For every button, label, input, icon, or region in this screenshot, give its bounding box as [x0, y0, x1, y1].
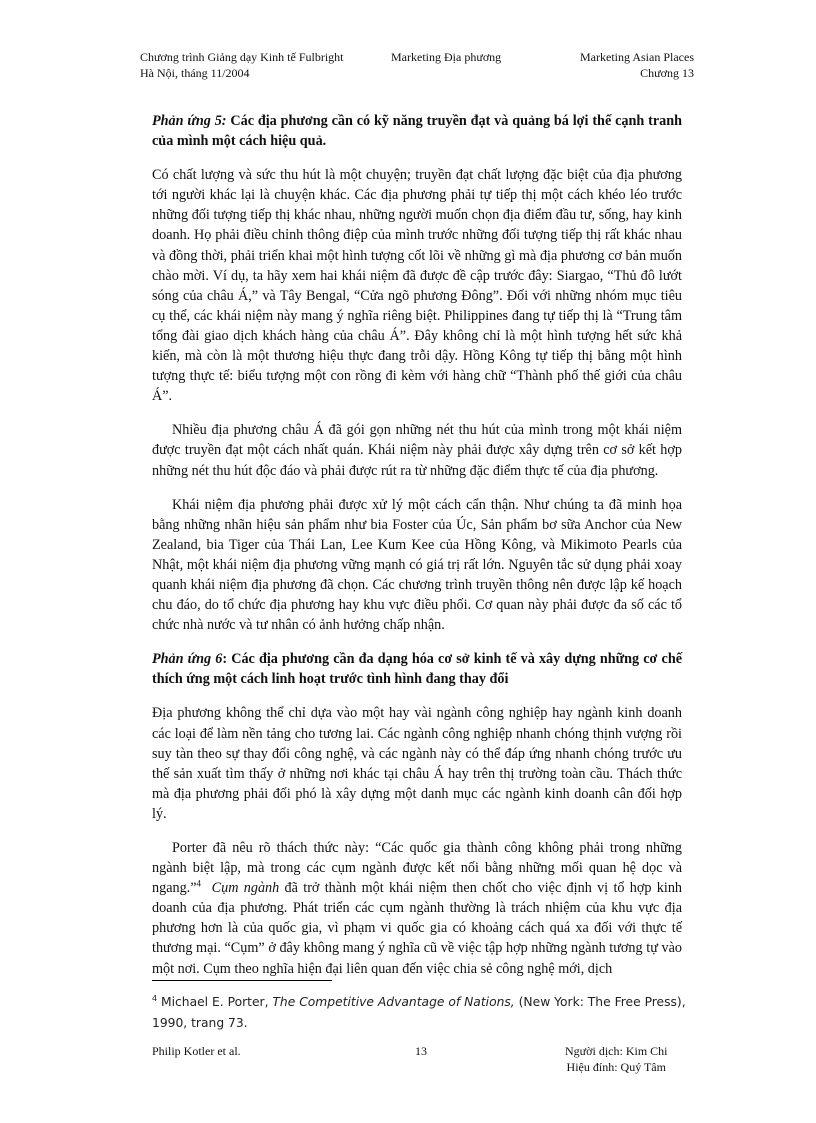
paragraph-part: đã trở thành một khái niệm then chốt cho việc định vị tổ hợp kinh doanh của địa phương. Phát triển các cụm ngành thường là trách nhiệm của khu vực địa phương hơn là của quốc gia, vì phạm vi quốc gia có khoảng cách quá xa đối với thực tế thương mại. “Cụm” ở đây không mang ý nghĩa cũ về việc tập hợp những ngành tương tự vào một nơi. Cụm theo nghĩa hiện đại liên quan đến việc chia sẻ công nghệ mới, dịch [152, 880, 683, 977]
heading-text: Các địa phương cần có kỹ năng truyền đạt và quảng bá lợi thế cạnh tranh của mình một cách hiệu quả. [152, 113, 682, 150]
footer-translator: Người dịch: Kim Chi [565, 1044, 668, 1058]
footer-editor: Hiệu đính: Quý Tâm [566, 1060, 666, 1074]
paragraph-part: Porter đã nêu rõ thách thức này: “Các quốc gia thành công không phải trong những ngành biệt lập, mà trong các cụm ngành được kết nối bằng những mối quan hệ dọc và ngang.” [152, 840, 682, 897]
paragraph: Khái niệm địa phương phải được xử lý một cách cẩn thận. Như chúng ta đã minh họa bằng những nhãn hiệu sản phẩm như bia Foster của Úc, Sản phẩm bơ sữa Anchor của New Zealand, bia Tiger của Thái Lan, Lee Kum Kee của Hồng Kông, và Mikimoto Pearls của Nhật, một khái niệm địa phương vững mạnh có giá trị rất lớn. Nguyên tắc sử dụng phải xoay quanh khái niệm địa phương đã chọn. Các chương trình truyền thông nên được lập kế hoạch chu đáo, do tổ chức địa phương hay khu vực điều phối. Cơ quan này phải được đa số các tổ chức nhà nước và tư nhân có ảnh hưởng chấp nhận. [152, 496, 682, 634]
footer-author: Philip Kotler et al. [152, 1044, 241, 1058]
footnote-divider [152, 980, 332, 981]
paragraph: Có chất lượng và sức thu hút là một chuyện; truyền đạt chất lượng đặc biệt của địa phương tới người khác lại là chuyện khác. Các địa phương phải tự tiếp thị một cách khéo léo trước những đối tượng tiếp thị khác nhau, những người muốn chọn địa điểm đầu tư, sống, hay kinh doanh. Họ phải điều chỉnh thông điệp của mình trước những đối tượng tiếp thị rất khác nhau và đồng thời, phải triển khai một hình tượng cốt lõi về những gì mà địa phương cơ bản muốn chào mời. Ví dụ, ta hãy xem hai khái niệm đã được đề cập trước đây: Siargao, “Thủ đô lướt sóng của châu Á,” và Tây Bengal, “Cửa ngõ phương Đông”. Đối với những nhóm mục tiêu cụ thể, các khái niệm này mang ý nghĩa riêng biệt. Philippines đang tự tiếp thị là “Trung tâm tổng đài giao dịch khách hàng của châu Á”. Đây không chỉ là một hình tượng hết sức khả kiến, mà còn là một thương hiệu thực đang trỗi dậy. Hồng Kông tự tiếp thị bằng một hình tượng thực tế: biểu tượng một con rồng đi kèm với hàng chữ “Thành phố thế giới của châu Á”. [152, 167, 682, 405]
emphasis-term: Cụm ngành [211, 880, 280, 897]
header-course: Marketing Địa phương [391, 50, 502, 64]
footer-credits [565, 1043, 668, 1075]
footnote-author: Michael E. Porter, [157, 995, 273, 1009]
heading-text: : Các địa phương cần đa dạng hóa cơ sở kinh tế và xây dựng những cơ chế thích ứng một cách linh hoạt trước tình hình đang thay đổi [152, 651, 683, 688]
footnote [152, 992, 692, 1034]
footnote-ref[interactable]: 4 [196, 878, 202, 889]
footnote-number: 4 [152, 993, 158, 1003]
header-book-title: Marketing Asian Places [580, 50, 694, 64]
heading-lead: Phản ứng 5: [152, 113, 227, 129]
footnote-rest: (New York: The Free Press), 1990, trang 73. [152, 995, 686, 1030]
header-center [391, 49, 501, 65]
body-text [152, 111, 682, 993]
header-right [580, 49, 694, 81]
header-chapter: Chương 13 [640, 66, 694, 80]
header-program: Chương trình Giảng dạy Kinh tế Fulbright [140, 50, 344, 64]
paragraph: Nhiều địa phương châu Á đã gói gọn những nét thu hút của mình trong một khái niệm được truyền đạt một cách nhất quán. Khái niệm này phải được xây dựng trên cơ sở kết hợp những nét thu hút độc đáo và phải được rút ra từ những đặc điểm thực tế của địa phương. [152, 422, 682, 479]
header-date: Hà Nội, tháng 11/2004 [140, 66, 250, 80]
page-number: 13 [415, 1044, 427, 1058]
footnote-title: The Competitive Advantage of Nations, [272, 995, 515, 1009]
paragraph: Địa phương không thể chỉ dựa vào một hay vài ngành công nghiệp hay ngành kinh doanh các loại để làm nền tảng cho tương lai. Các ngành công nghiệp nhanh chóng thịnh vượng rồi suy tàn theo sự thay đổi công nghệ, và các ngành này có thể đáp ứng nhanh chóng trước ưu thế sản xuất tìm thấy ở những nơi khác tại châu Á hay trên thị trường toàn cầu. Thách thức mà địa phương phải đối phó là xây dựng một danh mục các ngành kinh doanh cân đối hợp lý. [152, 705, 682, 822]
paragraph [152, 838, 682, 979]
section-heading-5 [152, 111, 682, 151]
heading-lead: Phản ứng 6 [152, 651, 223, 668]
header-left [140, 49, 344, 81]
section-heading-6 [152, 649, 682, 689]
